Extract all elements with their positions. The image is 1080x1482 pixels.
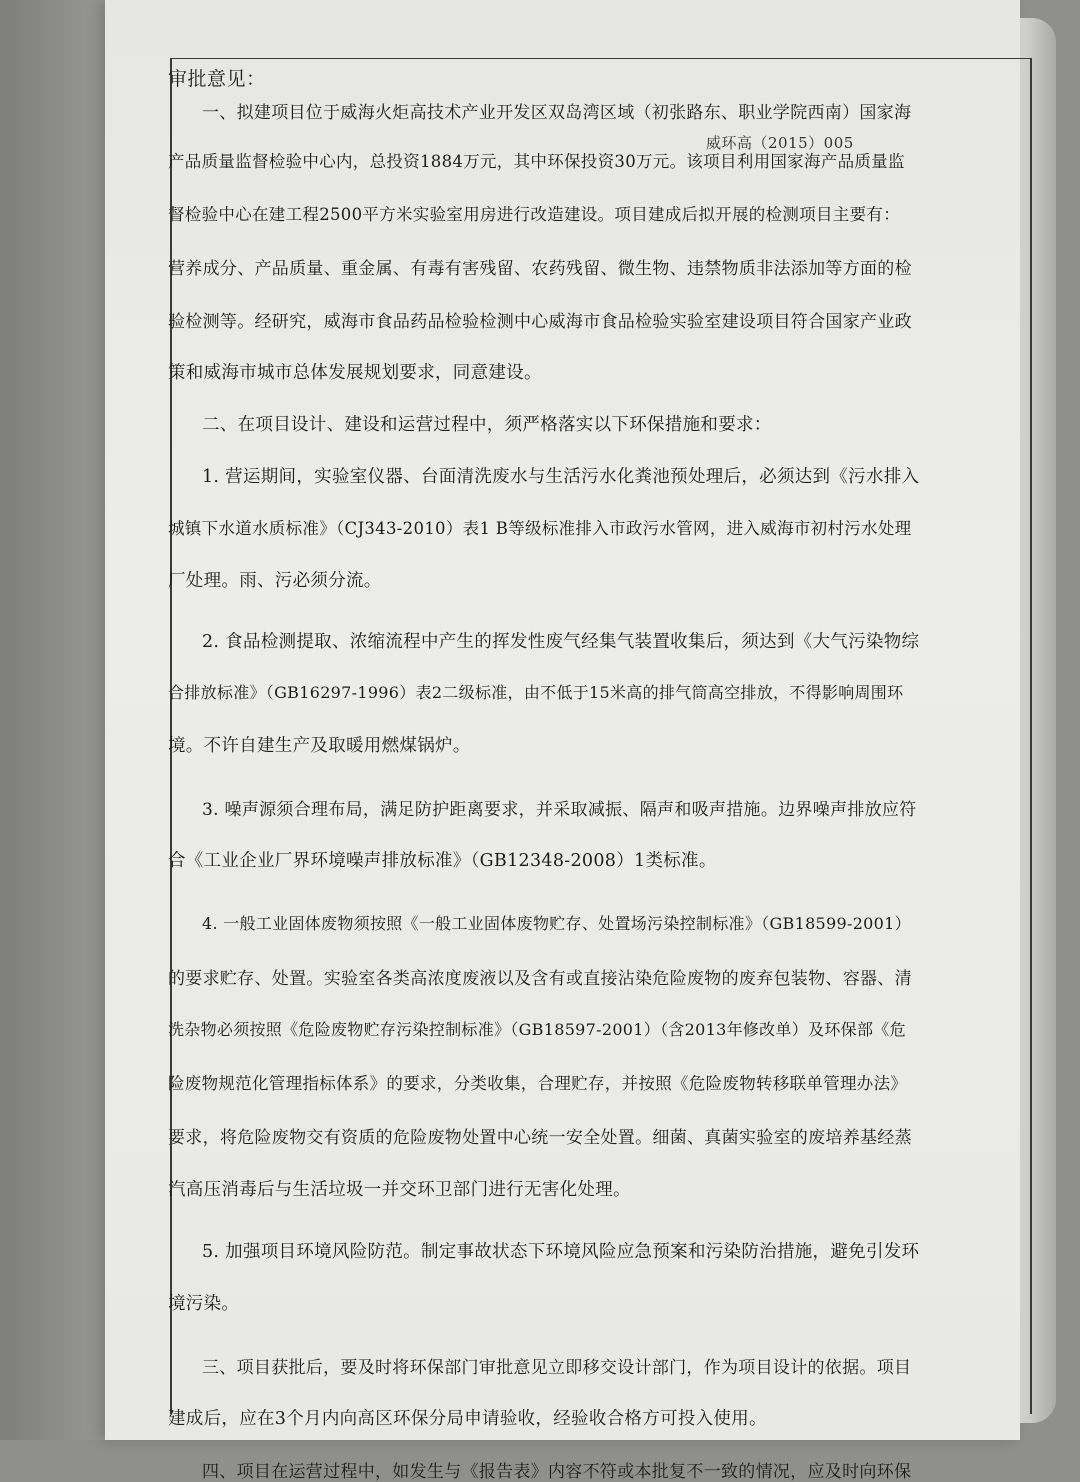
text-line: 3. 噪声源须合理布局，满足防护距离要求，并采取减振、隔声和吸声措施。边界噪声排放应符 <box>202 800 917 820</box>
text-line: 城镇下水道水质标准》（CJ343-2010）表1 B等级标准排入市政污水管网，进入威海市初村污水处理 <box>168 519 912 538</box>
text-line: 合《工业企业厂界环境噪声排放标准》（GB12348-2008）1类标准。 <box>168 851 717 871</box>
text-line: 4. 一般工业固体废物须按照《一般工业固体废物贮存、处置场污染控制标准》（GB18599-2001） <box>202 914 911 933</box>
text-line: 要求，将危险废物交有资质的危险废物处置中心统一安全处置。细菌、真菌实验室的废培养基经蒸 <box>168 1128 912 1148</box>
text-line: 的要求贮存、处置。实验室各类高浓度废液以及含有或直接沾染危险废物的废弃包装物、容器、清 <box>168 969 912 989</box>
text-line: 三、项目获批后，要及时将环保部门审批意见立即移交设计部门，作为项目设计的依据。项目 <box>202 1358 912 1378</box>
text-line: 营养成分、产品质量、重金属、有毒有害残留、农药残留、微生物、违禁物质非法添加等方面的检 <box>168 259 912 279</box>
text-line: 一、拟建项目位于威海火炬高技术产业开发区双岛湾区域（初张路东、职业学院西南）国家海 <box>202 103 912 123</box>
text-line: 5. 加强项目环境风险防范。制定事故状态下环境风险应急预案和污染防治措施，避免引发环 <box>202 1242 920 1262</box>
text-line: 四、项目在运营过程中，如发生与《报告表》内容不符或本批复不一致的情况，应及时向环保 <box>202 1462 912 1482</box>
text-line: 二、在项目设计、建设和运营过程中，须严格落实以下环保措施和要求： <box>202 415 772 435</box>
text-line: 合排放标准》（GB16297-1996）表2二级标准，由不低于15米高的排气筒高空排放，不得影响周围环 <box>168 683 904 702</box>
text-line: 境污染。 <box>168 1294 240 1314</box>
text-line: 险废物规范化管理指标体系》的要求，分类收集，合理贮存，并按照《危险废物转移联单管理办法》 <box>168 1074 908 1093</box>
text-line: 产品质量监督检验中心内，总投资1884万元，其中环保投资30万元。该项目利用国家海产品质量监 <box>168 152 905 171</box>
text-line: 汽高压消毒后与生活垃圾一并交环卫部门进行无害化处理。 <box>168 1180 631 1200</box>
text-line: 境。不许自建生产及取暖用燃煤锅炉。 <box>168 736 471 756</box>
text-line: 督检验中心在建工程2500平方米实验室用房进行改造建设。项目建成后拟开展的检测项目主要有： <box>168 205 900 224</box>
section-heading: 审批意见： <box>168 68 266 90</box>
reference-number: 威环高（2015）005 <box>706 134 854 152</box>
text-line: 建成后，应在3个月内向高区环保分局申请验收，经验收合格方可投入使用。 <box>168 1409 767 1429</box>
text-line: 验检测等。经研究，威海市食品药品检验检测中心威海市食品检验实验室建设项目符合国家产业政 <box>168 312 912 332</box>
text-line: 策和威海市城市总体发展规划要求，同意建设。 <box>168 363 542 383</box>
text-line: 1. 营运期间，实验室仪器、台面清洗废水与生活污水化粪池预处理后，必须达到《污水排入 <box>202 467 920 487</box>
text-line: 2. 食品检测提取、浓缩流程中产生的挥发性废气经集气装置收集后，须达到《大气污染物综 <box>202 632 920 652</box>
text-line: 洗杂物必须按照《危险废物贮存污染控制标准》（GB18597-2001）（含2013年修改单）及环保部《危 <box>168 1020 906 1039</box>
text-line: 厂处理。雨、污必须分流。 <box>168 571 382 591</box>
